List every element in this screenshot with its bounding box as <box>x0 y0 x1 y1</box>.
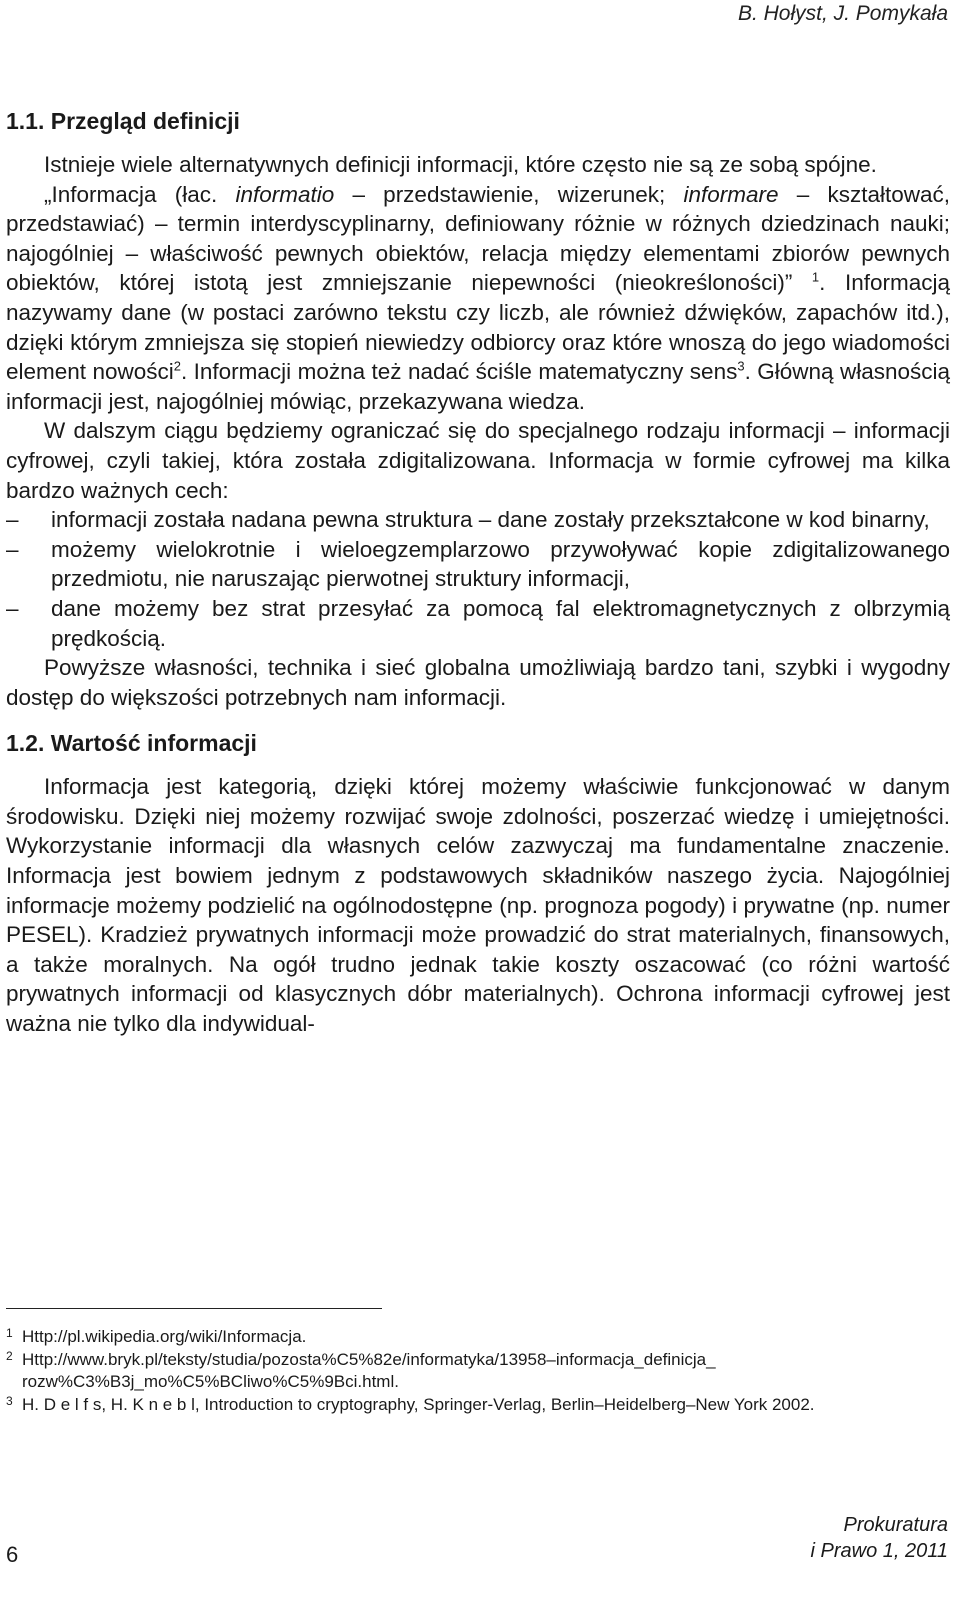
journal-issue: i Prawo 1, 2011 <box>810 1540 948 1562</box>
definition-text-b: – przedstawienie, wizerunek; <box>334 181 684 207</box>
latin-term-informare: informare <box>683 181 779 207</box>
list-item-text: możemy wielokrotnie i wieloegzemplarzowo przywoływać kopie zdigitalizowanego przedmiotu, nie naruszając pierwotnej struktury informacji, <box>51 536 950 592</box>
footnote-text[interactable]: Http://www.bryk.pl/teksty/studia/pozosta%C5%82e/informatyka/13958–informacja_definicja_ rozw%C3%B3j_mo%C5%BCliwo%C5%9Bci.html. <box>22 1349 716 1391</box>
dash-bullet: – <box>6 507 19 533</box>
footnote-ref-3[interactable]: 3 <box>737 358 745 374</box>
section-1-intro: Istnieje wiele alternatywnych definicji informacji, które często nie są ze sobą spójne. <box>44 152 877 177</box>
list-item <box>6 594 950 653</box>
definition-text-d: . Informacją nazywamy dane (w postaci zarówno tekstu czy liczb, ale również dźwięków, zapachów itd.), dzięki którym zmniejsza się stopień niewiedzy odbiorcy oraz które wnoszą do jego wiadomości element nowości <box>6 270 950 385</box>
digital-info-paragraph: W dalszym ciągu będziemy ograniczać się do specjalnego rodzaju informacji – informacji cyfrowej, czyli takiej, która została zdigitalizowana. Informacja w formie cyfrowej ma kilka bardzo ważnych cech: <box>6 418 950 503</box>
list-item <box>6 505 950 535</box>
footnote-ref-1[interactable]: 1 <box>811 269 820 285</box>
definition-text-a: „Informacja (łac. <box>44 181 236 207</box>
digital-features-list <box>6 505 950 653</box>
list-item <box>6 535 950 594</box>
journal-name: Prokuratura <box>843 1514 948 1536</box>
definition-text-c: – kształtować, przedstawiać) – termin interdyscyplinarny, definiowany różnie w różnych dziedzinach nauki; najogólniej – właściwość pewnych obiektów, relacja między elementami zbiorów pewnych obiektów, której istotą jest zmniejszanie niepewności (nieokreśloności)” <box>6 181 950 296</box>
footnotes <box>6 1326 944 1416</box>
dash-bullet: – <box>6 536 19 562</box>
list-item-text: informacji została nadana pewna struktura – dane zostały przekształcone w kod binarny, <box>51 507 930 533</box>
running-header-author: B. Hołyst, J. Pomykała <box>737 2 948 25</box>
page-number: 6 <box>6 1542 19 1567</box>
list-item-text: dane możemy bez strat przesyłać za pomocą fal elektromagnetycznych z olbrzymią prędkością. <box>51 595 950 651</box>
definition-text-f: . Główną własnością informacji jest, najogólniej mówiąc, przekazywana wiedza. <box>6 359 950 414</box>
footnote-3 <box>6 1394 944 1417</box>
footnote-number: 2 <box>6 1348 13 1363</box>
section-2-paragraph: Informacja jest kategorią, dzięki której możemy właściwie funkcjonować w danym środowisku. Dzięki niej możemy rozwijać swoje zdolności, poszerzać wiedzę i umiejętności. Wykorzystanie informacji dla własnych celów zazwyczaj ma fundamentalne znaczenie. Informacja jest bowiem jednym z podstawowych składników naszego życia. Najogólniej informacje możemy podzielić na ogólnodostępne (np. prognoza pogody) i prywatne (np. numer PESEL). Kradzież prywatnych informacji może prowadzić do strat materialnych, finansowych, a także moralnych. Na ogół trudno jednak takie koszty oszacować (co różni wartość prywatnych informacji od klasycznych dóbr materialnych). Ochrona informacji cyfrowej jest ważna nie tylko dla indywidual- <box>6 774 950 1037</box>
journal-footer <box>811 1512 949 1564</box>
footnote-ref-2[interactable]: 2 <box>173 358 181 374</box>
section-1-title: 1.1. Przegląd definicji <box>6 108 240 134</box>
footnote-text[interactable]: Http://pl.wikipedia.org/wiki/Informacja. <box>22 1327 307 1346</box>
footnote-number: 1 <box>6 1326 13 1340</box>
definition-text-e: . Informacji można też nadać ściśle matematyczny sens <box>180 359 738 385</box>
footnote-text: H. D e l f s, H. K n e b l, Introduction to cryptography, Springer-Verlag, Berlin–Heidelberg–New York 2002. <box>22 1394 815 1414</box>
summary-paragraph: Powyższe własności, technika i sieć globalna umożliwiają bardzo tani, szybki i wygodny dostęp do większości potrzebnych nam informacji. <box>6 655 950 710</box>
footnote-1 <box>6 1326 944 1349</box>
page-body <box>6 104 950 1039</box>
footnote-divider <box>6 1308 382 1309</box>
footnote-number: 3 <box>6 1393 13 1408</box>
latin-term-informatio: informatio <box>235 181 335 207</box>
footnote-2 <box>6 1349 944 1394</box>
dash-bullet: – <box>6 595 19 621</box>
section-2-title: 1.2. Wartość informacji <box>6 730 257 757</box>
definition-paragraph <box>6 180 950 417</box>
